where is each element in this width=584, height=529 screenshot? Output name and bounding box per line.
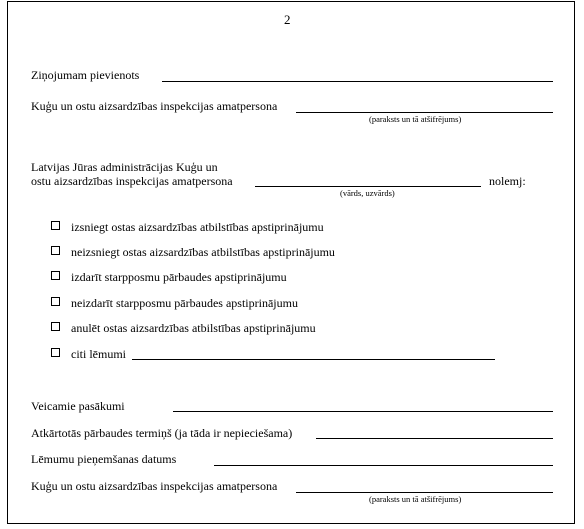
option-label-interim-check: izdarīt starpposmu pārbaudes apstiprinājumu (71, 270, 287, 284)
option-label-issue: izsniegt ostas aizsardzības atbilstības apstiprinājumu (71, 220, 324, 234)
option-label-other: citi lēmumi (71, 347, 126, 361)
option-checkbox-issue[interactable] (51, 221, 60, 230)
administration-line1: Latvijas Jūras administrācijas Kuģu un (31, 160, 218, 174)
official-top-signature-field[interactable] (296, 112, 553, 113)
option-checkbox-no-interim-check[interactable] (51, 297, 60, 306)
option-checkbox-interim-check[interactable] (51, 271, 60, 280)
official-bottom-signature-field[interactable] (296, 492, 553, 493)
option-checkbox-not-issue[interactable] (51, 246, 60, 255)
other-decisions-field[interactable] (132, 359, 495, 360)
decision-date-field[interactable] (214, 465, 553, 466)
attached-field[interactable] (162, 81, 553, 82)
page-number: 2 (284, 12, 291, 27)
decision-date-label: Lēmumu pieņemšanas datums (31, 452, 177, 466)
administration-line2: ostu aizsardzības inspekcijas amatpersona (31, 174, 233, 188)
attached-label: Ziņojumam pievienots (31, 68, 140, 82)
option-label-not-issue: neizsniegt ostas aizsardzības atbilstības apstiprinājumu (71, 245, 335, 259)
option-checkbox-other[interactable] (51, 348, 60, 357)
official-bottom-caption: (paraksts un tā atšifrējums) (369, 494, 462, 504)
official-bottom-label: Kuģu un ostu aizsardzības inspekcijas amatpersona (31, 479, 278, 493)
measures-field[interactable] (173, 411, 553, 412)
administration-caption: (vārds, uzvārds) (340, 188, 395, 198)
option-label-no-interim-check: neizdarīt starpposmu pārbaudes apstiprinājumu (71, 296, 298, 310)
recheck-label: Atkārtotās pārbaudes termiņš (ja tāda ir nepieciešama) (31, 426, 293, 440)
recheck-field[interactable] (316, 438, 553, 439)
official-top-label: Kuģu un ostu aizsardzības inspekcijas amatpersona (31, 99, 278, 113)
option-label-annul: anulēt ostas aizsardzības atbilstības apstiprinājumu (71, 321, 316, 335)
administration-name-field[interactable] (255, 186, 481, 187)
measures-label: Veicamie pasākumi (31, 399, 125, 413)
official-top-caption: (paraksts un tā atšifrējums) (369, 114, 462, 124)
option-checkbox-annul[interactable] (51, 322, 60, 331)
decides-label: nolemj: (489, 174, 526, 188)
